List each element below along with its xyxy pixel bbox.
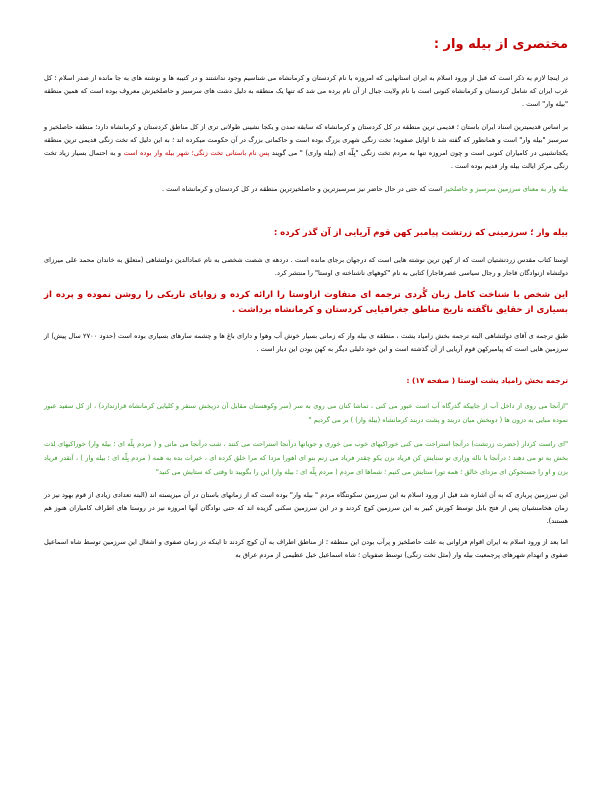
paragraph-avesta: اوستا کتاب مقدس زردتشتیان است که از کهن ترین نوشته هایی است که درجهان برجای مانده است . دردهه ی شصت شخصی به نام عمادالدین دولتشاهی (متعلق به خاندان محمد علی میرزای دولتشاه ازنوادگان قاجار و رجال سیاسی عصرقاجار) کتابی به نام "کوههای ناشناخته ی اوستا" را منتشر کرد.: [44, 256, 568, 277]
heading-zoroaster: بیله وار ؛ سرزمینی که زرتشت پیامبر کهن قوم آریایی از آن گذر کرده :: [273, 228, 568, 238]
paragraph-intro: در اینجا لازم به ذکر است که قبل از ورود اسلام به ایران استانهایی که امروزه با نام کردستان و کرمانشاه می شناسیم وجود نداشتند و در کتیبه ها و نوشته های به جا مانده از صدر اسلام ؛ کل غرب ایران که شامل کردستان و کرمانشاه کنونی است با نام ولایت جبال از آن نام برده می شد که تنها یک منطقه به دلیل دشت های سرسبز و حاصلخیزش معروف بوده است که همین منطقه "بیله وار" است .: [44, 74, 568, 108]
history-text-part-2: و به احتمال بسیار زیاد تخت زنگی مرکز ایالت بیله وار قدیم بوده است .: [44, 149, 568, 170]
paragraph-meaning: [44, 183, 568, 196]
quote-first: "ازآنجا می روی از داخل آب از جاییکه گذرگاه آب است عبور می کنی ، تماشا کنان می روی به سر (سر وکوهستان مقابل آن دریخش سنقر و کلیایی کرمانشاه قرارندارد) ، از کل سفید عبور نموده مبایی به دزون ها ( دوبخش میان دربند و پشت دربند کرمانشاه (بیله وار) ) بر می گردیم ": [44, 402, 568, 424]
paragraph-residents: این سرزمین پرباری که به آن اشاره شد قبل از ورود اسلام به این سرزمین سکونتگاه مردم " بیله وار" بوده است که از زمانهای باستان در آن میزیسته اند (البته تعدادی زیادی از قوم بهود نیز در زمان هخامنشیان پس از فتح بابل توسط کورش کبیر به این سرزمین کوچ کردند و در این سرزمین سکنی گزیده اند که حتی نوادگان آنها امروزه نیز در روستا های اطراف کامیاران هنوز هم هستند).: [44, 491, 568, 525]
paragraph-history: [44, 121, 568, 173]
meaning-highlight-green: بیله وار به معنای سرزمین سرسبز و حاصلخیز: [444, 185, 568, 193]
history-highlight-red: پس نام باستانی تخت زنگی؛ شهر بیله وار بوده است: [123, 149, 270, 157]
paragraph-emphasis: این شخص با شناخت کامل زبان گُردی ترجمه ای متفاوت ازاوستا را ارائه کرده و زوایای تاریکی را روشن نموده و پرده از بسیاری از حقایق ناگفته تاریخ مناطق جغرافیایی کردستان و کرمانشاه برداشت .: [44, 290, 568, 315]
heading-zamyad: ترجمه بخش زامیاد یشت اوستا ( صفحه ۱۷) :: [406, 376, 568, 385]
paragraph-translation: طبق ترجمه ی آقای دولتشاهی البته ترجمه بخش زامیاد یشت ، منطقه ی بیله وار که زمانی بسیار خوش آب وهوا و دارای باغ ها و چشمه سارهای بسیاری بوده است (حدود ۲۷۰۰ سال پیش) از سرزمین هایی است که پیامبرکهن قوم آریایی از آن گذشته است و این خود دلیلی دیگر به کهن بودن این دیار است .: [44, 332, 568, 353]
paragraph-islam: اما بعد از ورود اسلام به ایران اقوام فراوانی به علت حاصلخیز و پرآب بودن این منطقه ؛ از مناطق اطراف به آن کوچ کردند تا اینکه در زمان صفوی و اشغال این سرزمین توسط شاه اسماعیل صفوی و انهدام شهرهای پرجمعیت بیله وار (مثل تخت زنگی) توسط صفویان ؛ شاه اسماعیل خیل عظیمی از مردم عراق به: [44, 538, 568, 559]
history-text-part-1: بر اساس قدیمیترین اسناد ایران باستان ؛ قدیمی ترین منطقه در کل کردستان و کرمانشاه که سابقه تمدن و یکجا نشینی طولانی تری از کل مناطق کردستان و کرمانشاه دارد؛ منطقه حاصلخیز و سرسبز "بیله وار" است و همانطور که گفته شد تا اوایل صفویه؛ تخت زنگی شهری بزرگ بوده است و حاکمانی بزرگ در آن حکومت میکرده اند ؛ به این دلیل که تخت زنگی قدیمی ترین منطقه یکجانشینی در کامیاران کنونی است و چون امروزه تنها به مردم تخت زنگی "بِلّه ای (بیله واری) " می گویند: [44, 123, 568, 157]
page-title: مختصری از بیله وار :: [433, 37, 568, 52]
quote-second: "ای راست کردار (حضرت زرتشت) درآنجا استراحت می کنی خوراکیهای خوب می خوری و جویانها درآنجا استراحت می کنند ، شب درآنجا می مانی و ( مردم بِلّه ای ؛ بیله وار) خوراکیهای لذت بخش به تو می دهند ؛ درآنجا با ناله وزاری تو ستایش کن فریاد بزن یکو چقدر فریاد می زنم بنو ای اهورا مزدا که مرا خلق کرده ای ، خیرات بده به همه ( مردم بِلّه ای ؛ بیله وار ) ، آنقدر فریاد بزن و او را جستجوکن ای مزدای خالق ؛ همه تورا ستایش می کنیم ؛ شماها ای مردم ( مردم بِلّه ای ؛ بیله وار) این را بگویید تا وقتی که ستایش می کنید": [44, 440, 568, 476]
meaning-text-rest: است که حتی در حال حاضر نیز سرسبزترین و حاصلخیزترین منطقه در کل کردستان و کرمانشاه است .: [161, 185, 443, 193]
